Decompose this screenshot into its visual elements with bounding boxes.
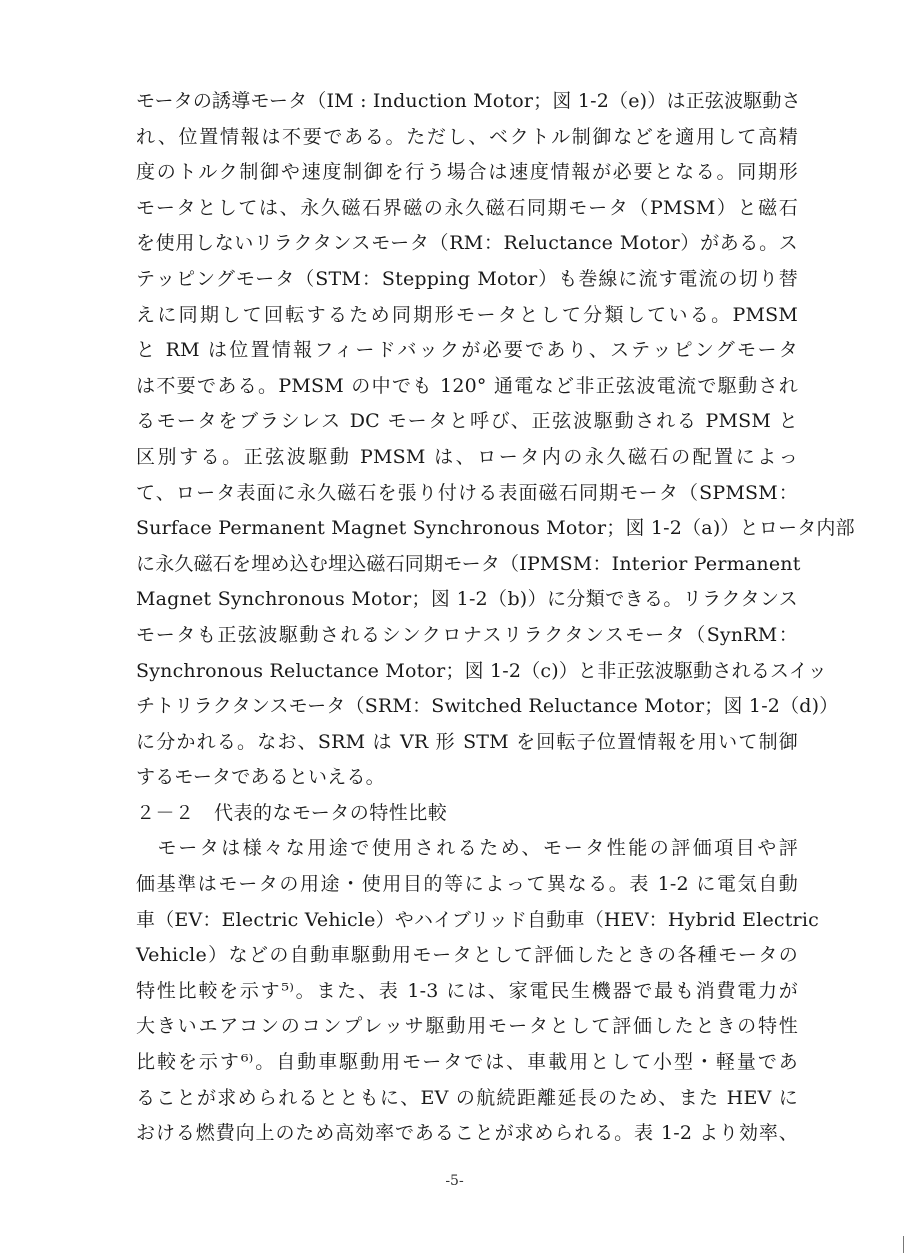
page-number: -5- <box>445 1173 464 1189</box>
text-line: 区別する。正弦波駆動 PMSM は、ロータ内の永久磁石の配置によっ <box>136 445 798 468</box>
text-line: するモータであるといえる。 <box>136 766 385 789</box>
text-line: おける燃費向上のため高効率であることが求められる。表 1-2 より効率、 <box>136 1122 798 1145</box>
paragraph-2 <box>136 831 819 1151</box>
text-line: は不要である。PMSM の中でも 120° 通電など非正弦波電流で駆動され <box>136 374 798 397</box>
text-line: テッピングモータ（STM：Stepping Motor）も巻線に流す電流の切り替 <box>136 267 798 290</box>
text-line: Magnet Synchronous Motor；図 1-2（b)）に分類できる。リラクタンス <box>136 588 798 611</box>
section-heading: ２－２ 代表的なモータの特性比較 <box>136 801 448 824</box>
text-line: モータとしては、永久磁石界磁の永久磁石同期モータ（PMSM）と磁石 <box>136 196 798 219</box>
text-line: るモータをブラシレス DC モータと呼び、正弦波駆動される PMSM と <box>136 410 798 433</box>
text-line: ることが求められるとともに、EV の航続距離延長のため、また HEV に <box>136 1086 798 1109</box>
text-line: て、ロータ表面に永久磁石を張り付ける表面磁石同期モータ（SPMSM： <box>136 481 798 504</box>
text-line: えに同期して回転するため同期形モータとして分類している。PMSM <box>136 303 798 326</box>
body-text <box>136 84 855 1152</box>
text-line: モータも正弦波駆動されるシンクロナスリラクタンスモータ（SynRM： <box>136 623 798 646</box>
text-line: に分かれる。なお、SRM は VR 形 STM を回転子位置情報を用いて制御 <box>136 730 798 753</box>
text-line: に永久磁石を埋め込む埋込磁石同期モータ（IPMSM：Interior Permanent <box>136 552 801 575</box>
text-line: チトリラクタンスモータ（SRM：Switched Reluctance Motor；図 1-2（d)） <box>136 695 839 718</box>
text-line: モータの誘導モータ（IM : Induction Motor；図 1-2（e)）は正弦波駆動さ <box>136 90 801 112</box>
page-edge-mark <box>903 1236 904 1253</box>
text-line: 価基準はモータの用途・使用目的等によって異なる。表 1-2 に電気自動 <box>136 873 798 896</box>
text-line: 特性比較を示す⁵⁾。また、表 1-3 には、家電民生機器で最も消費電力が <box>136 979 798 1002</box>
text-line: れ、位置情報は不要である。ただし、ベクトル制御などを適用して高精 <box>136 125 798 148</box>
text-line: モータは様々な用途で使用されるため、モータ性能の評価項目や評 <box>136 837 798 860</box>
text-line: 比較を示す⁶⁾。自動車駆動用モータでは、車載用として小型・軽量であ <box>136 1051 798 1074</box>
text-line: Synchronous Reluctance Motor；図 1-2（c)）と非正弦波駆動されるスイッ <box>136 659 827 682</box>
paragraph-1 <box>136 84 855 796</box>
text-line: 度のトルク制御や速度制御を行う場合は速度情報が必要となる。同期形 <box>136 161 798 184</box>
text-line: Vehicle）などの自動車駆動用モータとして評価したときの各種モータの <box>136 944 798 967</box>
text-line: と RM は位置情報フィードバックが必要であり、ステッピングモータ <box>136 339 798 362</box>
text-line: 車（EV：Electric Vehicle）やハイブリッド自動車（HEV：Hybrid Electric <box>136 908 819 931</box>
text-line: を使用しないリラクタンスモータ（RM：Reluctance Motor）がある。ス <box>136 232 798 255</box>
text-line: 大きいエアコンのコンプレッサ駆動用モータとして評価したときの特性 <box>136 1015 798 1038</box>
text-line: Surface Permanent Magnet Synchronous Motor；図 1-2（a)）とロータ内部 <box>136 517 855 540</box>
